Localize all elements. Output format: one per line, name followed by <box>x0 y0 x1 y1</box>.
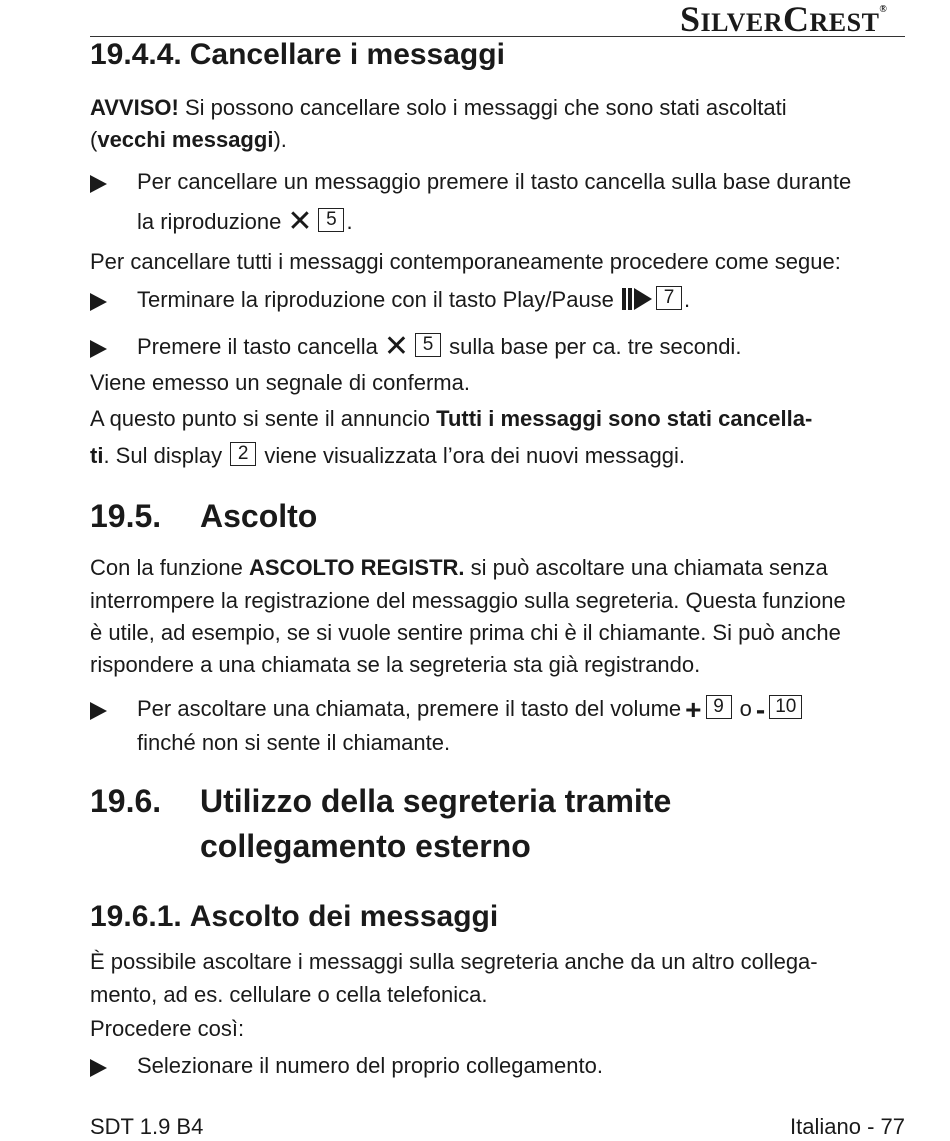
section-heading-19-5: 19.5. Ascolto <box>90 498 318 534</box>
remote-line-1: È possibile ascoltare i messaggi sulla segreteria anche da un altro collega- <box>90 949 818 974</box>
ascolto-line-3: è utile, ad esempio, se si vuole sentire prima chi è il chiamante. Si può anche <box>90 620 841 645</box>
notice-label: AVVISO! <box>90 95 179 120</box>
key-badge-10: 10 <box>769 695 802 719</box>
key-badge-7: 7 <box>656 286 682 310</box>
delete-icon: ✕ <box>287 205 313 238</box>
key-badge-9: 9 <box>706 695 732 719</box>
bullet-arrow-icon <box>90 293 107 311</box>
footer-page-number: Italiano - 77 <box>790 1114 905 1139</box>
section-heading-19-4-4: 19.4.4. Cancellare i messaggi <box>90 38 505 71</box>
delete-icon: ✕ <box>383 330 410 363</box>
para-delete-all: Per cancellare tutti i messaggi contemporaneamente procedere come segue: <box>90 249 841 274</box>
bullet-arrow-icon <box>90 702 107 720</box>
confirm-text: Viene emesso un segnale di conferma. <box>90 370 470 395</box>
section-heading-19-6: 19.6. Utilizzo della segreteria tramite <box>90 783 672 819</box>
volume-plus-icon: + <box>685 694 702 725</box>
announce-line-2: ti. Sul display 2 viene visualizzata l’ora dei nuovi messaggi. <box>90 443 685 468</box>
bullet-arrow-icon <box>90 175 107 193</box>
key-badge-5: 5 <box>415 333 441 357</box>
key-badge-2: 2 <box>230 442 256 466</box>
header-rule <box>90 36 905 37</box>
section-heading-19-6-1: 19.6.1. Ascolto dei messaggi <box>90 900 499 933</box>
brand-logo: SILVERCREST® <box>680 0 888 39</box>
section-heading-19-6-line-2: collegamento esterno <box>200 828 531 864</box>
notice-line-2: (vecchi messaggi). <box>90 127 287 152</box>
volume-minus-icon: - <box>755 694 766 725</box>
notice-line-1: AVVISO! Si possono cancellare solo i messaggi che sono stati ascoltati <box>90 95 787 120</box>
key-badge-5: 5 <box>318 208 344 232</box>
bullet-arrow-icon <box>90 340 107 358</box>
remote-line-2: mento, ad es. cellulare o cella telefonica. <box>90 982 488 1007</box>
announce-line-1: A questo punto si sente il annuncio Tutti i messaggi sono stati cancella- <box>90 406 813 431</box>
bullet-arrow-icon <box>90 1059 107 1077</box>
ascolto-line-1: Con la funzione ASCOLTO REGISTR. si può ascoltare una chiamata senza <box>90 555 828 580</box>
ascolto-line-2: interrompere la registrazione del messaggio sulla segreteria. Questa funzione <box>90 588 846 613</box>
play-pause-icon <box>620 285 654 313</box>
remote-line-3: Procedere così: <box>90 1016 245 1041</box>
ascolto-line-4: rispondere a una chiamata se la segreteria sta già registrando. <box>90 652 701 677</box>
footer-model: SDT 1.9 B4 <box>90 1114 204 1139</box>
